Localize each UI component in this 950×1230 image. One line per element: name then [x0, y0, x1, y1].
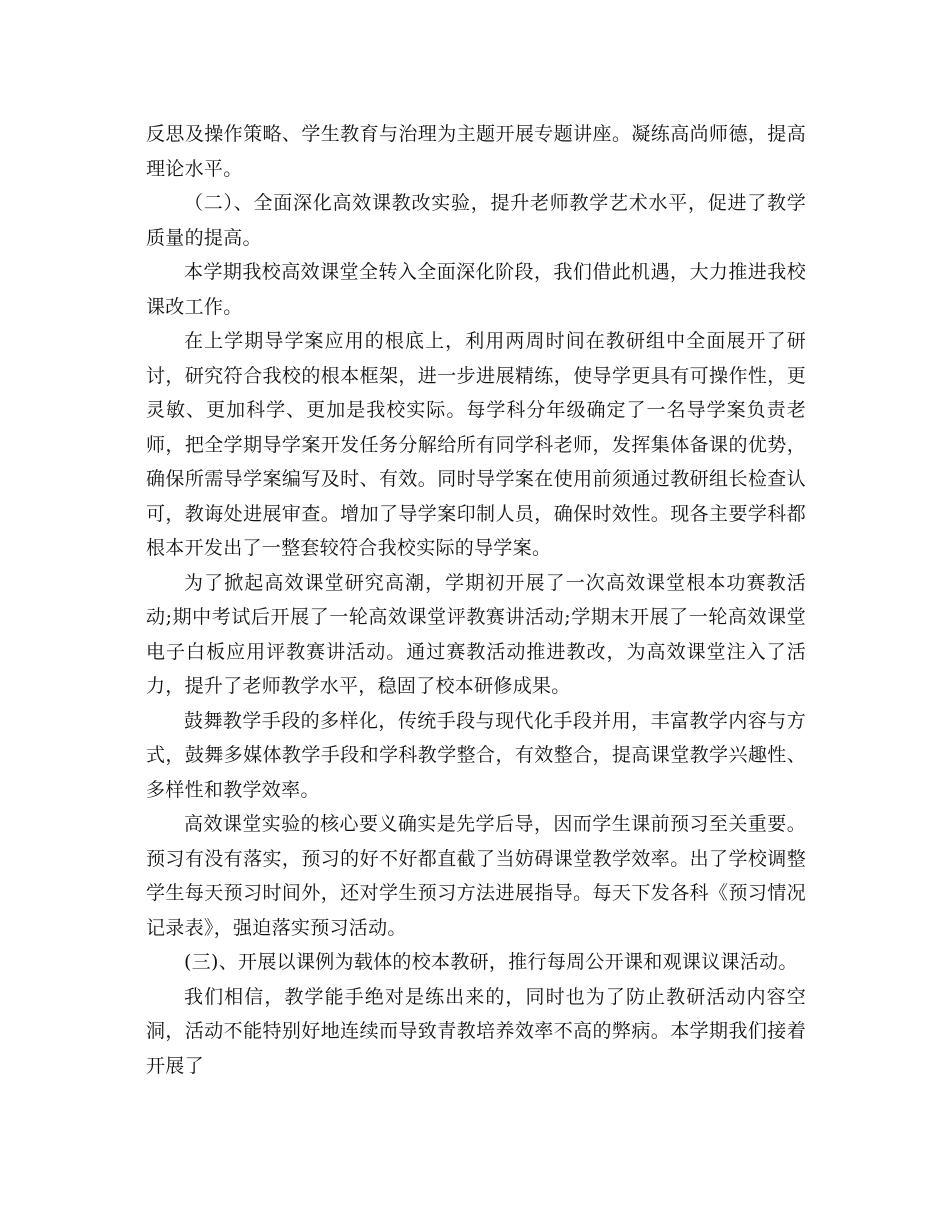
paragraph-2: （二）、全面深化高效课教改实验，提升老师教学艺术水平，促进了教学质量的提高。	[146, 192, 806, 249]
paragraph-1: 反思及操作策略、学生教育与治理为主题开展专题讲座。凝练高尚师德，提高理论水平。	[146, 123, 806, 180]
paragraph-6: 鼓舞教学手段的多样化，传统手段与现代化手段并用，丰富教学内容与方式，鼓舞多媒体教学手段和学科教学整合，有效整合，提高课堂教学兴趣性、多样性和教学效率。	[146, 709, 806, 801]
paragraph-3: 本学期我校高效课堂全转入全面深化阶段，我们借此机遇，大力推进我校课改工作。	[146, 261, 806, 318]
document-body	[146, 117, 806, 1083]
paragraph-9: 我们相信，教学能手绝对是练出来的，同时也为了防止教研活动内容空洞，活动不能特别好地连续而导致青教培养效率不高的弊病。本学期我们接着开展了	[146, 985, 806, 1077]
paragraph-7: 高效课堂实验的核心要义确实是先学后导，因而学生课前预习至关重要。预习有没有落实，预习的好不好都直截了当妨碍课堂教学效率。出了学校调整学生每天预习时间外，还对学生预习方法进展指导。每天下发各科《预习情况记录表》，强迫落实预习活动。	[146, 813, 806, 939]
paragraph-4: 在上学期导学案应用的根底上，利用两周时间在教研组中全面展开了研讨，研究符合我校的根本框架，进一步进展精练，使导学更具有可操作性，更灵敏、更加科学、更加是我校实际。每学科分年级确定了一名导学案负责老师，把全学期导学案开发任务分解给所有同学科老师，发挥集体备课的优势，确保所需导学案编写及时、有效。同时导学案在使用前须通过教研组长检查认可，教诲处进展审查。增加了导学案印制人员，确保时效性。现各主要学科都根本开发出了一整套较符合我校实际的导学案。	[146, 330, 806, 559]
paragraph-8: (三)、开展以课例为载体的校本教研，推行每周公开课和观课议课活动。	[184, 951, 798, 973]
paragraph-5: 为了掀起高效课堂研究高潮，学期初开展了一次高效课堂根本功赛教活动;期中考试后开展了一轮高效课堂评教赛讲活动;学期末开展了一轮高效课堂电子白板应用评教赛讲活动。通过赛教活动推进教改，为高效课堂注入了活力，提升了老师教学水平，稳固了校本研修成果。	[146, 571, 806, 697]
